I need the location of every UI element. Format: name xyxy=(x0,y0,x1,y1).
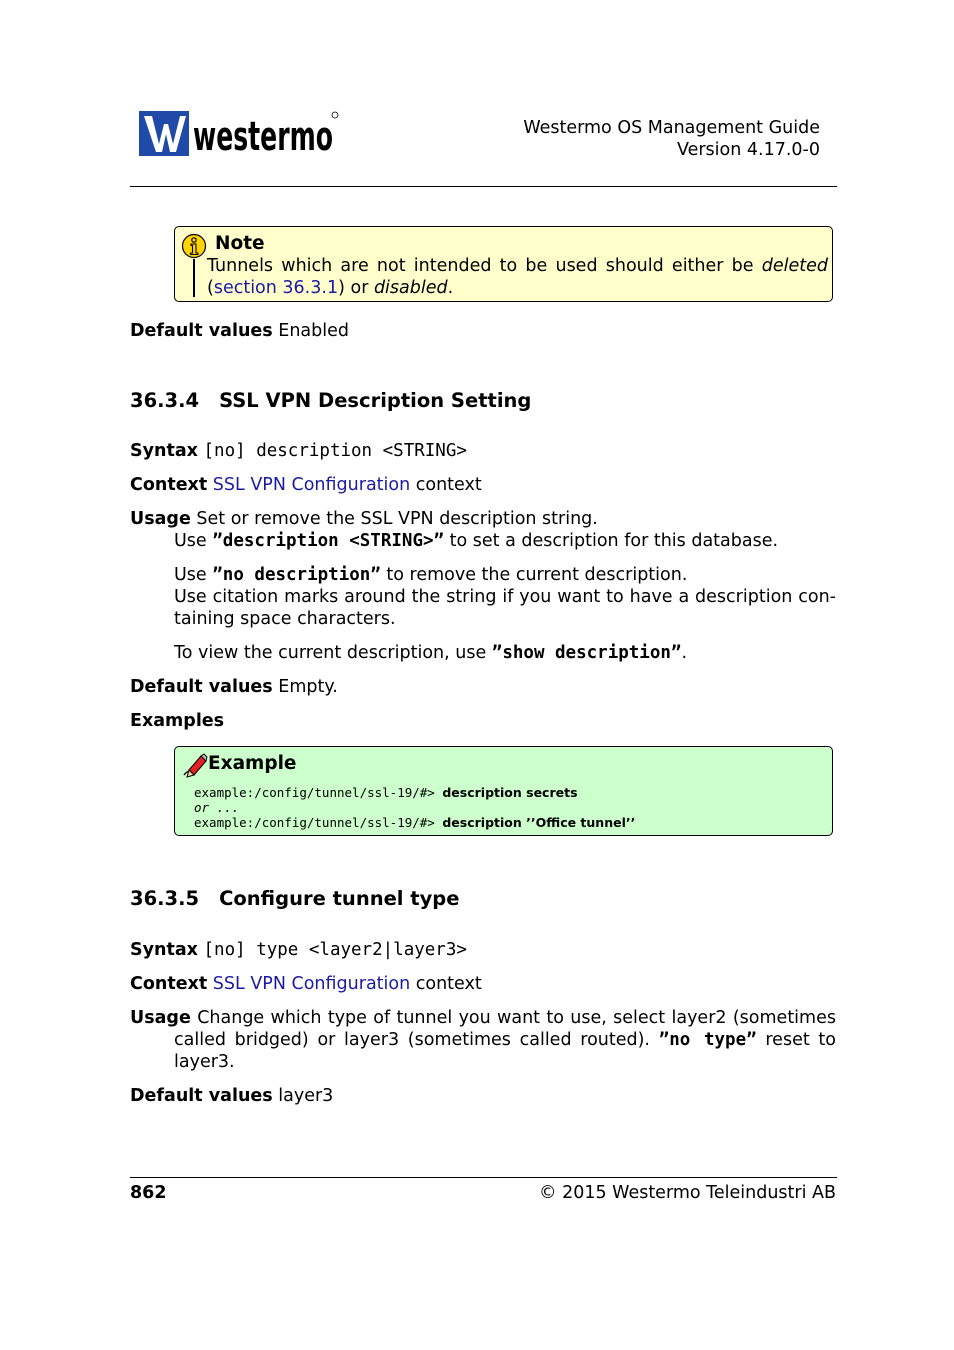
example-line-or: or ... xyxy=(194,800,240,815)
usage-view-line: To view the current description, use ”show description”. xyxy=(174,643,688,663)
default-values-layer3: Default values layer3 xyxy=(130,1086,334,1106)
default-values-enabled: Default values Enabled xyxy=(130,321,349,341)
guide-version: Version 4.17.0-0 xyxy=(676,140,820,160)
section-heading-description: 36.3.4 SSL VPN Description Setting xyxy=(130,389,532,412)
note-text-line1: Tunnels which are not intended to be used should either be deleted xyxy=(207,256,828,276)
syntax-description: Syntax [no] description <STRING> xyxy=(130,441,467,461)
syntax-type: Syntax [no] type <layer2|layer3> xyxy=(130,940,467,960)
ssl-vpn-config-link-2[interactable]: SSL VPN Configuration xyxy=(212,974,411,994)
page-number: 862 xyxy=(130,1183,167,1203)
usage-description: Usage Set or remove the SSL VPN description string. xyxy=(130,509,598,529)
example-title: Example xyxy=(208,753,297,774)
note-title: Note xyxy=(215,233,265,254)
ssl-vpn-config-link[interactable]: SSL VPN Configuration xyxy=(212,475,411,495)
example-line-2: example:/config/tunnel/ssl-19/#> description ’’Office tunnel’’ xyxy=(194,815,636,830)
note-icon xyxy=(181,233,207,259)
footer-rule xyxy=(130,1177,837,1178)
examples-label: Examples xyxy=(130,711,225,731)
guide-title: Westermo OS Management Guide xyxy=(523,118,820,138)
context-description: Context SSL VPN Configuration context xyxy=(130,475,482,495)
document-title xyxy=(523,117,820,161)
svg-text:westermo: westermo xyxy=(193,114,333,160)
default-values-empty: Default values Empty. xyxy=(130,677,338,697)
section-link[interactable]: section 36.3.1 xyxy=(213,278,339,298)
note-bar xyxy=(193,259,195,297)
usage-type-line2: called bridged) or layer3 (sometimes called routed). ”no type” reset to xyxy=(174,1030,836,1050)
usage-remove-line: Use ”no description” to remove the current description. xyxy=(174,565,688,585)
example-line-1: example:/config/tunnel/ssl-19/#> description secrets xyxy=(194,785,578,800)
usage-citation-line1: Use citation marks around the string if you want to have a description con- xyxy=(174,587,836,607)
usage-type-line3: layer3. xyxy=(174,1052,235,1072)
section-heading-tunnel-type: 36.3.5 Configure tunnel type xyxy=(130,887,460,910)
pen-icon xyxy=(180,753,208,779)
header-rule xyxy=(130,186,837,187)
westermo-logo xyxy=(139,110,339,158)
context-type: Context SSL VPN Configuration context xyxy=(130,974,482,994)
usage-set-line: Use ”description <STRING>” to set a description for this database. xyxy=(174,531,779,551)
copyright: © 2015 Westermo Teleindustri AB xyxy=(539,1183,836,1203)
note-text-line2: (section 36.3.1) or disabled. xyxy=(207,278,454,298)
usage-citation-line2: taining space characters. xyxy=(174,609,396,629)
usage-type-line1: Usage Change which type of tunnel you want to use, select layer2 (sometimes xyxy=(130,1008,836,1028)
